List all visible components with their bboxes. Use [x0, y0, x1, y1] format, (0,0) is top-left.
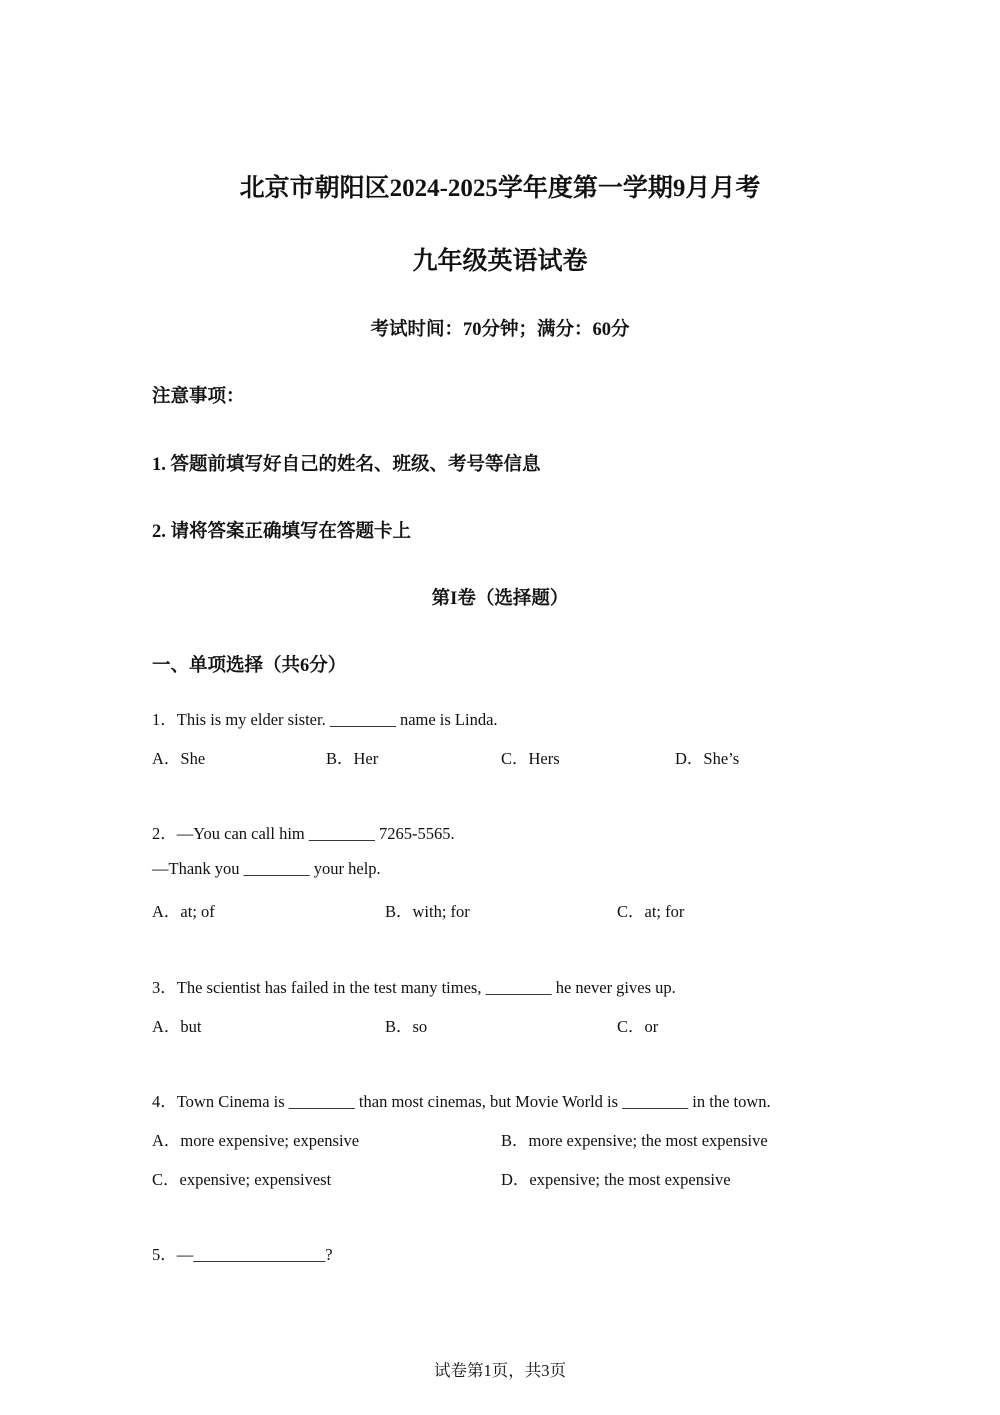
question-4-option-c: C．expensive; expensivest	[152, 1170, 332, 1189]
exam-subtitle: 九年级英语试卷	[412, 248, 588, 275]
question-3-option-b: B．so	[385, 1017, 428, 1036]
question-3-option-a: A．but	[152, 1017, 202, 1036]
volume-title: 第I卷（选择题）	[431, 589, 569, 609]
question-5-stem: 5．—________________?	[152, 1245, 333, 1264]
question-1-option-d: D．She’s	[675, 749, 740, 768]
question-2-option-a: A．at; of	[152, 902, 215, 921]
question-2-option-b: B．with; for	[385, 902, 470, 921]
notes-item: 1. 答题前填写好自己的姓名、班级、考号等信息	[152, 455, 541, 475]
question-1-option-b: B．Her	[326, 749, 379, 768]
question-3-option-c: C．or	[617, 1017, 659, 1036]
question-1-option-c: C．Hers	[501, 749, 560, 768]
notes-heading: 注意事项：	[152, 387, 245, 407]
question-2-stem: 2．—You can call him ________ 7265-5565.	[152, 824, 455, 843]
question-4-option-b: B．more expensive; the most expensive	[501, 1131, 768, 1150]
exam-title: 北京市朝阳区2024-2025学年度第一学期9月月考	[239, 175, 761, 202]
question-1-stem: 1．This is my elder sister. ________ name is Linda.	[152, 710, 498, 729]
question-4-option-d: D．expensive; the most expensive	[501, 1170, 731, 1189]
question-2-stem-line2: —Thank you ________ your help.	[152, 859, 381, 878]
question-2-option-c: C．at; for	[617, 902, 685, 921]
question-3-stem: 3．The scientist has failed in the test many times, ________ he never gives up.	[152, 978, 676, 997]
question-4-option-a: A．more expensive; expensive	[152, 1131, 360, 1150]
question-1-option-a: A．She	[152, 749, 206, 768]
question-4-stem: 4．Town Cinema is ________ than most cinemas, but Movie World is ________ in the town.	[152, 1092, 771, 1111]
notes-item: 2. 请将答案正确填写在答题卡上	[152, 522, 412, 542]
page-number: 试卷第1页，共3页	[434, 1361, 566, 1380]
part-title: 一、单项选择（共6分）	[152, 656, 347, 676]
exam-info: 考试时间：70分钟；满分：60分	[370, 320, 630, 340]
